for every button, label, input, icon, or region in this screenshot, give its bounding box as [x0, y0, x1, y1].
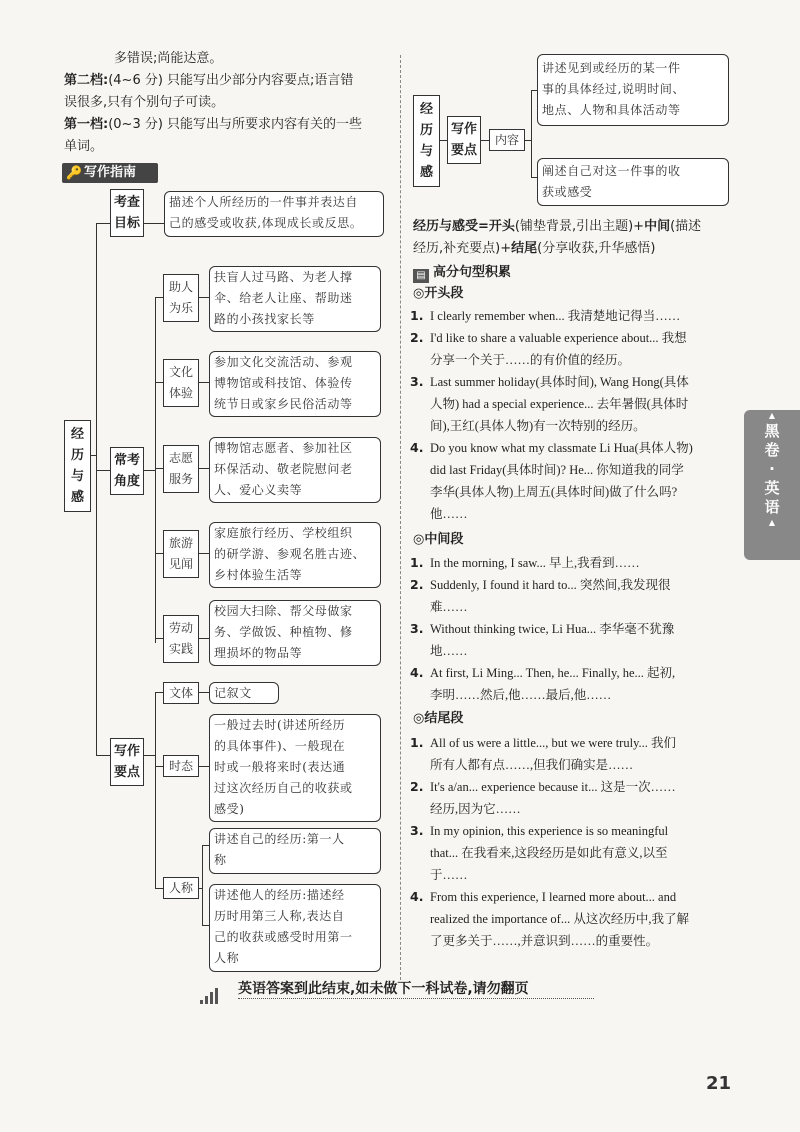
signal-bars-icon [200, 982, 220, 1004]
genre-label [163, 682, 199, 704]
tier2-text-cont: 误很多,只有个别句子可读。 [64, 95, 225, 110]
angle-content-culture [209, 351, 381, 417]
sentence-item [410, 662, 740, 706]
content-line: 一般过去时(讲述所经历 [214, 718, 346, 732]
right-points-node [447, 116, 481, 164]
structure-formula [413, 216, 743, 260]
angle-label-travel [163, 530, 199, 578]
content-line: 讲述见到或经历的某一件 [542, 61, 681, 75]
sentence-item [410, 886, 740, 952]
sentence-number: 1. [410, 308, 424, 323]
connector-line [440, 140, 447, 141]
root-char: 感 [70, 490, 84, 505]
sentence-line: I clearly remember when... 我清楚地记得当…… [430, 309, 681, 323]
connector-line [96, 470, 110, 471]
formula-part: (分享收获,升华感悟) [537, 241, 656, 256]
tense-content [209, 714, 381, 822]
key-icon: 🔑 [66, 166, 83, 181]
content-line: 记叙文 [214, 686, 252, 700]
root-char: 与 [419, 144, 433, 159]
formula-part: 经历与感受=开头 [413, 219, 515, 234]
connector-line [155, 382, 163, 383]
sentence-item [410, 437, 740, 525]
formula-part: 中间 [644, 219, 671, 234]
content-line: 路的小孩找家长等 [214, 312, 315, 326]
sentence-line: I'd like to share a valuable experience about... 我想 [430, 331, 687, 345]
end-of-answers-banner [200, 978, 600, 1000]
sentence-number: 1. [410, 735, 424, 750]
content-line: 人、爱心义卖等 [214, 483, 303, 497]
sentence-line: 了更多关于……,并意识到……的重要性。 [430, 934, 659, 948]
content-line: 过这次经历自己的收获或 [214, 781, 353, 795]
formula-part: 结尾 [511, 241, 538, 256]
sentence-line: 分享一个关于……的有价值的经历。 [430, 353, 631, 367]
sentence-line: It's a/an... experience because it... 这是一次…… [430, 780, 676, 794]
exam-goal-content [164, 191, 384, 237]
angle-content-helping [209, 266, 381, 332]
sentence-item [410, 371, 740, 437]
connector-line [199, 692, 209, 693]
content-line: 感受) [214, 802, 245, 816]
connector-line [155, 692, 163, 693]
connector-line [96, 755, 110, 756]
content-line: 己的感受或收获,体现成长或反思。 [169, 216, 363, 230]
formula-part: (描述 [670, 219, 702, 234]
dotted-divider [238, 998, 594, 999]
sentence-line: In the morning, I saw... 早上,我看到…… [430, 556, 640, 570]
node-label: 角度 [113, 474, 140, 489]
content-line: 扶盲人过马路、为老人撑 [214, 270, 353, 284]
sentence-item [410, 574, 740, 618]
opening-section-head: ◎开头段 [413, 286, 464, 301]
content-line: 事的具体经过,说明时间、 [542, 82, 686, 96]
person-content-self [209, 828, 381, 874]
node-label: 文体 [168, 686, 193, 700]
node-label: 旅游 [168, 536, 193, 550]
root-char: 历 [70, 448, 84, 463]
sentence-line: At first, Li Ming... Then, he... Finally, he... 起初, [430, 666, 676, 680]
content-line: 获或感受 [542, 185, 593, 199]
tense-label [163, 755, 199, 777]
sentence-line: that... 在我看来,这段经历是如此有意义,以至 [430, 846, 668, 860]
node-label: 劳动 [168, 621, 193, 635]
sentence-number: 2. [410, 577, 424, 592]
sentence-line: did last Friday(具体时间)? He... 你知道我的同学 [430, 463, 684, 477]
connector-line [96, 223, 110, 224]
sentence-item [410, 327, 740, 371]
right-root-node [413, 95, 440, 187]
side-tab-char: 黑 [764, 422, 780, 440]
person-branch-line [202, 845, 203, 925]
node-label: 志愿 [168, 451, 193, 465]
content-line: 称 [214, 853, 227, 867]
subject-side-tab [744, 410, 800, 560]
sentence-line: 他…… [430, 507, 468, 521]
connector-line [155, 638, 163, 639]
content-line: 博物馆或科技馆、体验传 [214, 376, 353, 390]
sentence-number: 3. [410, 374, 424, 389]
connector-line [199, 888, 203, 889]
tier1-label: 第一档: [64, 117, 109, 132]
sentence-text [430, 820, 740, 886]
person-label [163, 877, 199, 899]
content-line: 理损坏的物品等 [214, 646, 303, 660]
node-label: 助人 [168, 280, 193, 294]
points-branch-line [155, 692, 156, 888]
root-char: 经 [419, 102, 433, 117]
root-char: 经 [70, 427, 84, 442]
grading-block [64, 48, 394, 158]
sentence-line: 地…… [430, 644, 468, 658]
angle-content-travel [209, 522, 381, 588]
sentence-item [410, 618, 740, 662]
sentence-line: From this experience, I learned more about... and [430, 890, 677, 904]
side-tab-char: 英 [764, 479, 780, 497]
connector-line [155, 766, 163, 767]
sentence-patterns-title-text: 高分句型积累 [433, 265, 512, 280]
formula-part: (铺垫背景,引出主题)+ [514, 219, 645, 234]
connector-line [155, 297, 163, 298]
angle-content-volunteer [209, 437, 381, 503]
node-label: 时态 [168, 759, 193, 773]
common-angle-node [110, 447, 144, 495]
connector-line [199, 468, 209, 469]
content-line: 历时用第三人称,表达自 [214, 909, 345, 923]
sentence-text [430, 574, 740, 618]
node-label: 见闻 [168, 557, 193, 571]
exam-goal-node [110, 189, 144, 237]
tier1-text: (0~3 分) 只能写出与所要求内容有关的一些 [108, 117, 363, 132]
node-label: 目标 [113, 216, 140, 231]
root-char: 与 [70, 469, 84, 484]
writing-guide-title [62, 163, 158, 183]
sentence-text [430, 327, 740, 371]
sentence-line: All of us were a little..., but we were truly... 我们 [430, 736, 677, 750]
node-label: 写作 [450, 122, 477, 137]
sentence-number: 4. [410, 665, 424, 680]
node-label: 人称 [168, 881, 193, 895]
sentence-text [430, 662, 740, 706]
person-content-others [209, 884, 381, 972]
angle-label-culture [163, 359, 199, 407]
content-line: 乡村体验生活等 [214, 568, 303, 582]
trunk-line [96, 223, 97, 755]
content-line: 阐述自己对这一件事的收 [542, 164, 681, 178]
connector-line [199, 553, 209, 554]
content-detail-1 [537, 54, 729, 126]
content-detail-2 [537, 158, 729, 206]
node-label: 实践 [168, 642, 193, 656]
connector-line [90, 455, 97, 456]
connector-line [143, 223, 165, 224]
sentence-line: In my opinion, this experience is so meaningful [430, 824, 669, 838]
angle-content-labor [209, 600, 381, 666]
sentence-text [430, 886, 740, 952]
sentence-line: realized the importance of... 从这次经历中,我了解 [430, 912, 689, 926]
sentence-line: Last summer holiday(具体时间), Wang Hong(具体 [430, 375, 689, 389]
node-label: 文化 [168, 365, 193, 379]
sentence-line: 难…… [430, 600, 468, 614]
sentence-item [410, 776, 740, 820]
triangle-down-icon: ▲ [768, 518, 776, 527]
triangle-up-icon: ▲ [768, 411, 776, 420]
content-line: 时或一般将来时(表达通 [214, 760, 346, 774]
content-line: 己的收获或感受时用第一 [214, 930, 353, 944]
tier2-label: 第二档: [64, 73, 109, 88]
content-line: 校园大扫除、帮父母做家 [214, 604, 353, 618]
node-label: 服务 [168, 472, 193, 486]
root-node-experience [64, 420, 91, 512]
sentence-line: Without thinking twice, Li Hua... 李华毫不犹豫 [430, 622, 675, 636]
grading-line: 多错误;尚能达意。 [114, 51, 223, 66]
connector-line [199, 297, 209, 298]
content-line: 伞、给老人让座、帮助迷 [214, 291, 353, 305]
writing-points-node [110, 738, 144, 786]
content-line: 务、学做饭、种植物、修 [214, 625, 353, 639]
content-line: 的研学游、参观名胜古迹、 [214, 547, 366, 561]
sentence-item [410, 552, 740, 574]
side-tab-char: 卷 [764, 441, 780, 459]
node-label: 常考 [113, 453, 140, 468]
connector-line [155, 888, 163, 889]
node-label: 考查 [113, 195, 140, 210]
node-label: 体验 [168, 386, 193, 400]
node-label: 要点 [450, 143, 477, 158]
content-branch-line [531, 90, 532, 177]
column-divider [400, 55, 401, 980]
sentence-patterns-title [413, 264, 511, 282]
sentence-line: 经历,因为它…… [430, 802, 521, 816]
sentence-number: 2. [410, 330, 424, 345]
sentence-number: 4. [410, 440, 424, 455]
sentence-line: 李华(具体人物)上周五(具体时间)做了什么吗? [430, 485, 678, 499]
writing-guide-title-text: 写作指南 [84, 165, 137, 180]
sentence-item [410, 732, 740, 776]
sentence-line: 李明……然后,他……最后,他…… [430, 688, 612, 702]
root-char: 感 [419, 165, 433, 180]
content-line: 地点、人物和具体活动等 [542, 103, 681, 117]
content-line: 描述个人所经历的一件事并表达自 [169, 195, 359, 209]
sentence-text [430, 618, 740, 662]
side-tab-char: · [769, 460, 775, 478]
angle-label-labor [163, 615, 199, 663]
node-label: 为乐 [168, 301, 193, 315]
middle-section-head: ◎中间段 [413, 532, 464, 547]
sentence-item [410, 305, 740, 327]
connector-line [155, 468, 163, 469]
content-line: 讲述自己的经历:第一人 [214, 832, 345, 846]
sentence-line: 间),王红(具体人物)有一次特别的经历。 [430, 419, 646, 433]
page-number: 21 [706, 1073, 732, 1094]
content-line: 人称 [214, 951, 240, 965]
tier1-text-cont: 单词。 [64, 139, 104, 154]
connector-line [199, 382, 209, 383]
connector-line [199, 638, 209, 639]
node-label: 写作 [113, 744, 140, 759]
side-tab-char: 语 [764, 498, 780, 516]
node-label: 要点 [113, 765, 140, 780]
connector-line [199, 766, 209, 767]
root-char: 历 [419, 123, 433, 138]
sentence-number: 3. [410, 823, 424, 838]
content-line: 家庭旅行经历、学校组织 [214, 526, 353, 540]
content-line: 环保活动、敬老院慰问老 [214, 462, 353, 476]
sentence-text [430, 305, 740, 327]
connector-line [143, 755, 156, 756]
ending-section-head: ◎结尾段 [413, 711, 464, 726]
sentence-number: 2. [410, 779, 424, 794]
sentence-line: Do you know what my classmate Li Hua(具体人物) [430, 441, 693, 455]
sentence-line: 人物) had a special experience... 去年暑假(具体时 [430, 397, 689, 411]
angle-label-volunteer [163, 445, 199, 493]
connector-line [481, 140, 489, 141]
sentence-item [410, 820, 740, 886]
sentence-text [430, 776, 740, 820]
tier2-text: (4~6 分) 只能写出少部分内容要点;语言错 [108, 73, 354, 88]
content-label-node [489, 129, 525, 151]
sentence-text [430, 371, 740, 437]
end-of-answers-text: 英语答案到此结束,如未做下一科试卷,请勿翻页 [238, 981, 529, 997]
connector-line [143, 470, 156, 471]
genre-content [209, 682, 279, 704]
sentence-line: 于…… [430, 868, 468, 882]
sentence-line: 所有人都有点……,但我们确实是…… [430, 758, 634, 772]
sentence-number: 4. [410, 889, 424, 904]
book-icon: ▤ [413, 269, 429, 283]
sentence-text [430, 732, 740, 776]
sentence-text [430, 437, 740, 525]
formula-part: 经历,补充要点)+ [413, 241, 512, 256]
sentence-number: 3. [410, 621, 424, 636]
connector-line [155, 553, 163, 554]
angle-label-helping [163, 274, 199, 322]
sentence-line: Suddenly, I found it hard to... 突然间,我发现很 [430, 578, 671, 592]
node-label: 内容 [494, 133, 519, 147]
content-line: 博物馆志愿者、参加社区 [214, 441, 353, 455]
content-line: 的具体事件)、一般现在 [214, 739, 346, 753]
sentence-text [430, 552, 740, 574]
sentence-number: 1. [410, 555, 424, 570]
content-line: 参加文化交流活动、参观 [214, 355, 353, 369]
content-line: 讲述他人的经历:描述经 [214, 888, 345, 902]
content-line: 统节日或家乡民俗活动等 [214, 397, 353, 411]
